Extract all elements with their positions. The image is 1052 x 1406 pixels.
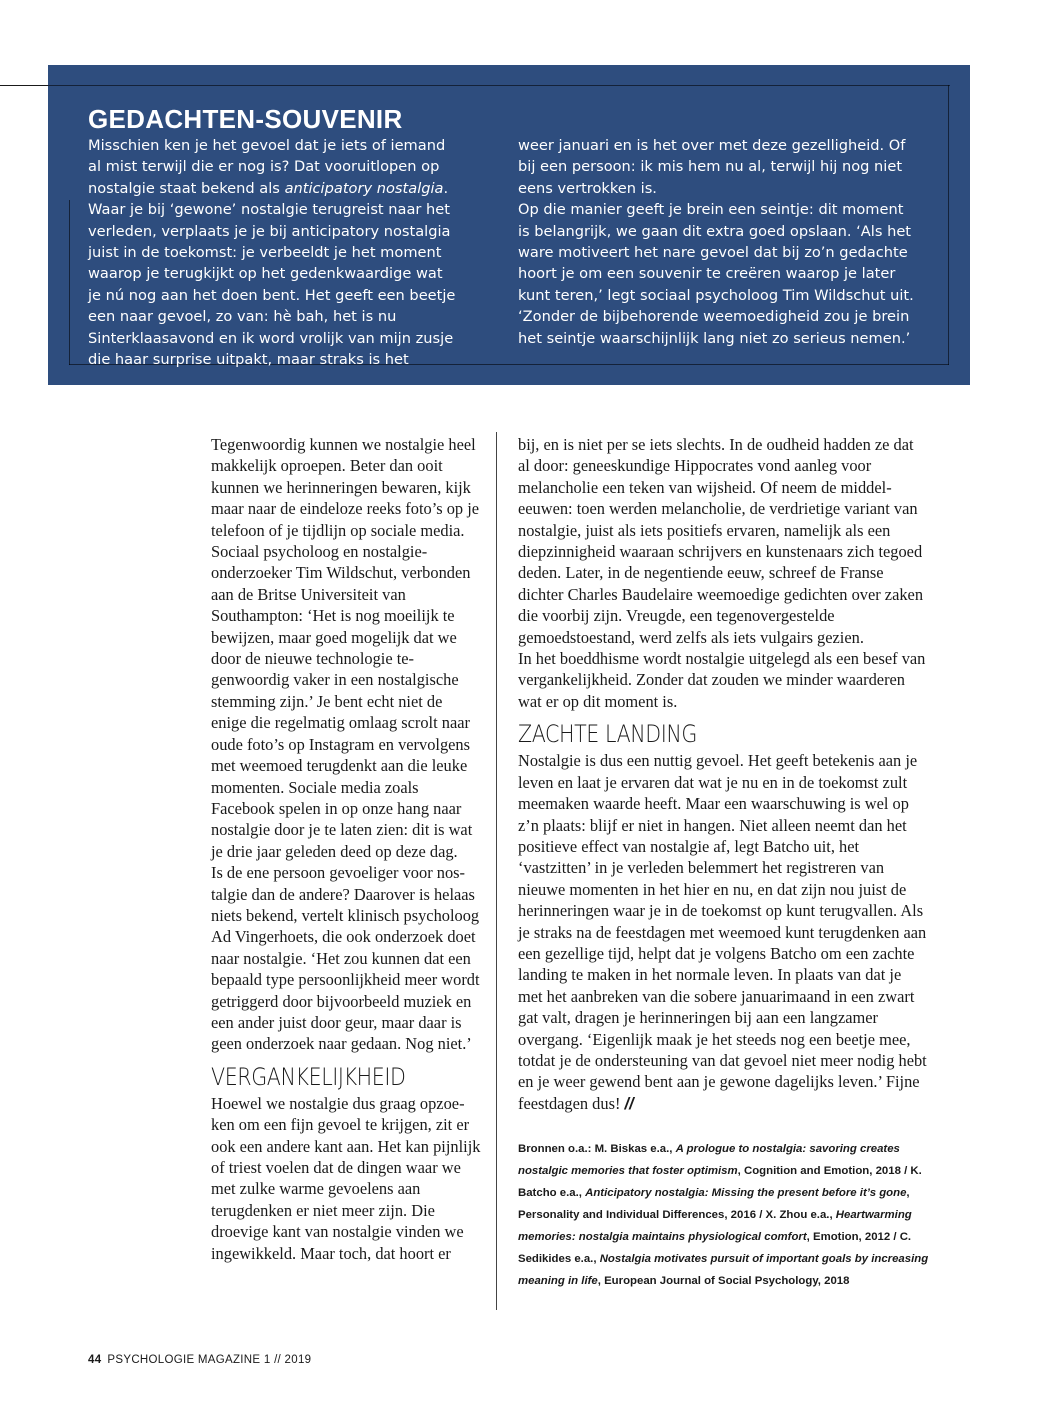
box-title: GEDACHTEN-SOUVENIR xyxy=(88,104,403,134)
box-paragraph: Op die manier geeft je brein een seintje: dit moment is belangrijk, we gaan dit extra goed opslaan. ‘Als het ware motiveert het nare gevoel dat bij zo’n gedachte hoort je om een souvenir te creëren waarop je later kunt teren,’ legt sociaal psycholoog Tim Wildschut uit. ‘Zonder de bijbehorende weemoedigheid zou je brein het seintje waarschijnlijk lang niet zo serieus nemen.’ xyxy=(518,201,914,347)
top-left-rule xyxy=(0,85,48,86)
source-title: A prologue to nostalgia: savoring creates nostalgic memories that foster optimism xyxy=(518,1143,900,1177)
subheading-zachte-landing: ZACHTE LANDING xyxy=(518,720,697,749)
box-text: . Waar je bij ‘gewone’ nostalgie terugreist naar het verleden, verplaats je je bij anticipatory nostalgia juist in de toekomst: je verbeeldt je het moment waarop je terugkijkt op het gedenkwaardige wat je nú nog aan het doen bent. Het geeft een beetje een naar gevoel, zo van: hè bah, het is nu Sinterklaasavond en ik word vrolijk van mijn zusje die haar surprise uitpakt, maar straks is het xyxy=(88,179,456,369)
magazine-issue: PSYCHOLOGIE MAGAZINE 1 // 2019 xyxy=(107,1354,312,1366)
column-divider xyxy=(496,432,497,1310)
article-column-2 xyxy=(518,434,928,1115)
box-text: Misschien ken je het gevoel dat je iets of iemand al mist terwijl die er nog is? Dat vooruitlopen op nostalgie staat bekend als xyxy=(88,137,446,197)
box-frame-line xyxy=(69,200,70,365)
source-text: , Emotion, 2012 / C. Sedikides e.a., xyxy=(518,1231,912,1265)
page-footer xyxy=(88,1354,311,1366)
page-number: 44 xyxy=(88,1354,102,1366)
article-paragraph: In het boeddhisme wordt nostalgie uitgelegd als een besef van vergankelijkheid. Zonder dat zouden we minder waarderen wat er op dit moment is. xyxy=(518,649,926,711)
article-text: Nostalgie is dus een nuttig gevoel. Het geeft betekenis aan je leven en laat je ervaren dat wat je nu en in de toekomst zult meemaken waarde heeft. Maar een waarschuwing is wel op z’n plaats: blijf er niet in hangen. Niet alleen neemt dan het positieve effect van nostalgie af, legt Batcho uit, het ‘vastzitten’ in je verleden belemmert het registreren van nieuwe momenten in het hier en nu, en dat zijn nou juist de herinneringen waar je in de toekomst op kunt terugvallen. Als je straks na de feestdagen met weemoed kunt terugdenken aan een gezellige tijd, helpt dat je volgens Batcho om een zachte landing te maken in het normale leven. In plaats van dat je met het aanbreken van die sobere januarimaand in een zwart gat valt, dragen je herinneringen bij aan een langzamer overgang. ‘Eigenlijk maak je het steeds nog een beetje mee, totdat je de ondersteuning van dat gevoel niet meer nodig hebt en je weer gewend bent aan je gewone dagelijks leven.’ Fijne feestdagen dus! xyxy=(518,751,927,1113)
source-text: , European Journal of Social Psychology, 2018 xyxy=(597,1275,850,1287)
source-title: Anticipatory nostalgia: Missing the present before it’s gone xyxy=(585,1187,907,1199)
box-emphasis: anticipatory nostalgia xyxy=(284,179,444,197)
box-paragraph xyxy=(88,135,460,370)
end-mark: // xyxy=(624,1094,634,1113)
box-frame-line xyxy=(948,85,949,365)
box-column-1 xyxy=(88,135,460,370)
subheading-vergankelijkheid: VERGANKELIJKHEID xyxy=(211,1062,406,1091)
article-paragraph xyxy=(518,750,928,1115)
box-column-2 xyxy=(518,135,918,349)
sources-block xyxy=(518,1138,934,1292)
article-paragraph: bij, en is niet per se iets slechts. In de oudheid hadden ze dat al door: geneeskundige Hippocrates vond aanleg voor melancholie een teken van wijsheid. Of neem de middeleeuwen: toen werden melancholie, de verdrietige variant van nostalgie, juist als iets positiefs ervaren, namelijk als een diepzinnigheid waaraan schrijvers en kunstenaars zich tegoed deden. Later, in de negentiende eeuw, schreef de Franse dichter Charles Baudelaire weemoedige gedichten over zaken die voorbij zijn. Vreugde, een tegenovergestelde gemoedstoestand, werd zelfs als iets vulgairs gezien. xyxy=(518,435,924,647)
source-title: Heartwarming memories: nostalgia maintains physiological comfort xyxy=(518,1209,912,1243)
source-text: Bronnen o.a.: M. Biskas e.a., xyxy=(518,1143,676,1155)
article-paragraph: Is de ene persoon gevoeliger voor nostalgie dan de andere? Daarover is helaas niets bekend, vertelt klinisch psycholoog Ad Vingerhoets, die ook onderzoek doet naar nostalgie. ‘Het zou kunnen dat een bepaald type persoonlijkheid meer wordt getriggerd door bijvoorbeeld muziek en een ander juist door geur, maar daar is geen onderzoek naar gedaan. Nog niet.’ xyxy=(211,863,480,1054)
article-paragraph: Tegenwoordig kunnen we nostalgie heel makkelijk oproepen. Beter dan ooit kunnen we herinneringen bewaren, kijk maar naar de eindeloze reeks foto’s op je telefoon of je tijdlijn op sociale media. Sociaal psycholoog en nostalgie-onderzoeker Tim Wildschut, verbonden aan de Britse Universiteit van Southampton: ‘Het is nog moeilijk te bewijzen, maar goed mogelijk dat we door de nieuwe technologie tegenwoordig vaker in een nostalgische stemming zijn.’ Je bent echt niet de enige die regelmatig omlaag scrolt naar oude foto’s op Instagram en vervolgens met weemoed terugdenkt aan die leuke momenten. Sociale media zoals Facebook spelen in op onze hang naar nostalgie door je te laten zien: dit is wat je drie jaar geleden deed op deze dag. xyxy=(211,435,480,861)
article-paragraph: Hoewel we nostalgie dus graag opzoeken om een fijn gevoel te krijgen, zit er ook een andere kant aan. Het kan pijnlijk of triest voelen dat de dingen waar we met zulke warme gevoelens aan terugdenken er niet meer zijn. Die droevige kant van nostalgie vinden we ingewikkeld. Maar toch, dat hoort er xyxy=(211,1093,481,1263)
box-paragraph: weer januari en is het over met deze gezelligheid. Of bij een persoon: ik mis hem nu al, terwijl hij nog niet eens vertrokken is. xyxy=(518,137,906,197)
source-text: , Cognition and Emotion, 2018 / K. Batcho e.a., xyxy=(518,1165,922,1199)
article-column-1 xyxy=(211,434,481,1264)
source-title: Nostalgia motivates pursuit of important goals by increasing meaning in life xyxy=(518,1253,929,1287)
source-text: , Personality and Individual Differences, 2016 / X. Zhou e.a., xyxy=(518,1187,910,1221)
box-frame-line xyxy=(48,85,950,86)
